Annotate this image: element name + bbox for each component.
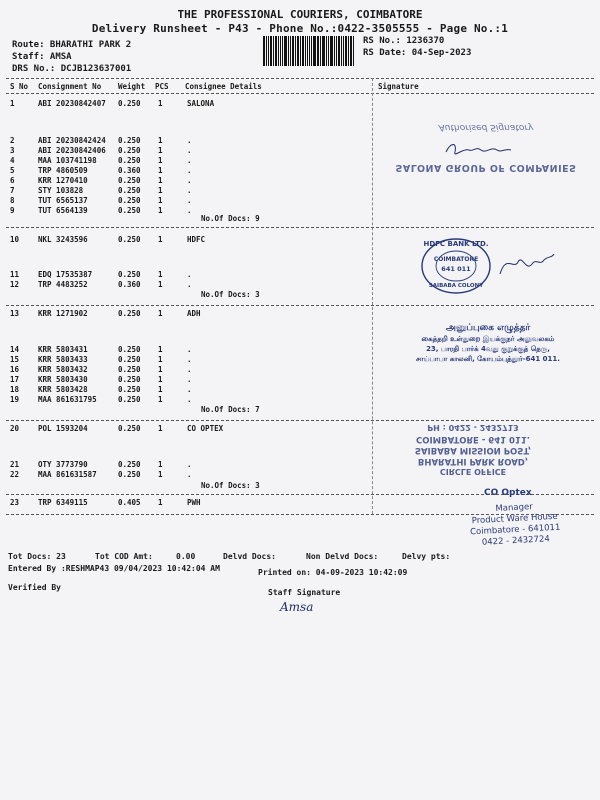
optex-post-text: SAIBABA MISSION POST, (414, 445, 532, 455)
barcode-bar (326, 36, 327, 66)
cell-consignee: . (187, 186, 192, 195)
column-header-consignment: Consignment No (38, 82, 102, 91)
cell-weight: 0.250 (118, 395, 141, 404)
rs-number: RS No.: 1236370 (363, 36, 445, 46)
cell-consignee: . (187, 355, 192, 364)
cell-sno: 23 (10, 498, 20, 507)
group-doc-count: No.Of Docs: 7 (201, 405, 260, 414)
cell-consignee: . (187, 156, 192, 165)
barcode-bar (302, 36, 304, 66)
cell-pcs: 1 (158, 206, 163, 215)
total-docs: Tot Docs: 23 (8, 552, 66, 561)
cell-pcs: 1 (158, 460, 163, 469)
barcode-bar (343, 36, 344, 66)
cell-consignee: . (187, 136, 192, 145)
cell-pcs: 1 (158, 270, 163, 279)
cell-consignee: . (187, 280, 192, 289)
cell-consignment: ABI 20230842407 (38, 99, 106, 108)
cell-pcs: 1 (158, 365, 163, 374)
cell-consignee: PWH (187, 498, 201, 507)
pwh-manager-text: Manager (495, 502, 533, 514)
adh-stamp-line2: கைத்தறி உள்துறை இயக்குநர் அலுவலகம் (421, 335, 555, 343)
cell-sno: 1 (10, 99, 15, 108)
cell-consignee: . (187, 385, 192, 394)
column-header-pcs: PCS (155, 82, 169, 91)
pwh-city-text: Coimbatore - 641011 (469, 522, 561, 538)
staff-label: Staff: AMSA (12, 52, 72, 62)
cell-consignment: KRR 5803430 (38, 375, 88, 384)
cell-consignment: OTY 3773790 (38, 460, 88, 469)
cell-sno: 19 (10, 395, 20, 404)
cell-sno: 6 (10, 176, 15, 185)
cell-consignee: SALONA (187, 99, 215, 108)
barcode-bar (266, 36, 267, 66)
cell-pcs: 1 (158, 196, 163, 205)
cell-consignment: TRP 4483252 (38, 280, 88, 289)
barcode-bar (263, 36, 265, 66)
cell-consignment: KRR 5803433 (38, 355, 88, 364)
cell-sno: 21 (10, 460, 20, 469)
cell-weight: 0.250 (118, 365, 141, 374)
barcode-bar (295, 36, 296, 66)
cell-consignment: TRP 4860509 (38, 166, 88, 175)
salona-signature (443, 138, 513, 160)
barcode-bar (282, 36, 284, 66)
barcode-bar (330, 36, 333, 66)
optex-phone-text: PH : 0422 - 2432713 (427, 423, 519, 432)
cell-consignment: KRR 5803431 (38, 345, 88, 354)
barcode-bar (292, 36, 294, 66)
cell-weight: 0.250 (118, 156, 141, 165)
barcode-bar (353, 36, 354, 66)
header-bottom-rule (6, 93, 594, 94)
cell-weight: 0.250 (118, 136, 141, 145)
cell-consignee: . (187, 146, 192, 155)
non-delivered-docs-label: Non Delvd Docs: (306, 552, 379, 561)
cell-pcs: 1 (158, 235, 163, 244)
barcode (263, 36, 355, 66)
barcode-bar (317, 36, 319, 66)
cell-pcs: 1 (158, 395, 163, 404)
group-doc-count: No.Of Docs: 3 (201, 481, 260, 490)
optex-road-text: BHARATHI PARK ROAD, (417, 456, 529, 466)
total-cod-value: 0.00 (176, 552, 196, 561)
barcode-bar (345, 36, 347, 66)
salona-company-text: SALONA GROUP OF COMPANIES (395, 162, 577, 173)
cell-consignment: MAA 861631587 (38, 470, 97, 479)
cell-pcs: 1 (158, 186, 163, 195)
delivery-points-label: Delvy pts: (402, 552, 451, 561)
barcode-bar (288, 36, 289, 66)
cell-sno: 13 (10, 309, 20, 318)
cell-consignee: . (187, 470, 192, 479)
cell-weight: 0.360 (118, 166, 141, 175)
cell-pcs: 1 (158, 385, 163, 394)
cell-consignee: . (187, 345, 192, 354)
cell-weight: 0.250 (118, 460, 141, 469)
hdfc-stamp (418, 236, 494, 296)
salona-authorised-text: Authorised Signatory (438, 122, 534, 132)
barcode-bar (348, 36, 349, 66)
cell-weight: 0.250 (118, 309, 141, 318)
barcode-bar (280, 36, 281, 66)
cell-weight: 0.250 (118, 385, 141, 394)
cell-pcs: 1 (158, 146, 163, 155)
barcode-bar (322, 36, 323, 66)
barcode-bar (300, 36, 301, 66)
cell-consignment: TUT 6565137 (38, 196, 88, 205)
signature-column-divider (372, 78, 373, 514)
optex-city-text: COIMBATORE - 641 011. (416, 434, 530, 444)
cell-consignee: ADH (187, 309, 201, 318)
barcode-bar (311, 36, 312, 66)
cell-sno: 8 (10, 196, 15, 205)
cell-consignee: . (187, 395, 192, 404)
cell-weight: 0.250 (118, 186, 141, 195)
cell-consignee: . (187, 375, 192, 384)
cell-weight: 0.250 (118, 424, 141, 433)
cell-consignee: HDFC (187, 235, 206, 244)
cell-sno: 7 (10, 186, 15, 195)
cell-consignee: . (187, 196, 192, 205)
cell-pcs: 1 (158, 345, 163, 354)
cell-weight: 0.405 (118, 498, 141, 507)
cell-pcs: 1 (158, 280, 163, 289)
adh-stamp-line3: 23, பாரதி பார்க் 4வது குறுக்குத் தெரு, (426, 345, 550, 353)
barcode-bar (268, 36, 269, 66)
cell-consignee: . (187, 206, 192, 215)
salona-stamp (388, 122, 584, 182)
cell-consignment: TRP 6349115 (38, 498, 88, 507)
cell-consignment: KRR 1270410 (38, 176, 88, 185)
cell-weight: 0.250 (118, 146, 141, 155)
barcode-bar (290, 36, 291, 66)
hdfc-name-text: HDFC BANK LTD. (423, 240, 489, 248)
hdfc-area-text: SAIBABA COLONY (428, 283, 484, 289)
barcode-bar (338, 36, 340, 66)
barcode-bar (275, 36, 277, 66)
optex-name-text: CO Optex (484, 488, 532, 498)
cell-sno: 22 (10, 470, 20, 479)
group-separator (6, 420, 594, 421)
total-cod-label: Tot COD Amt: (95, 552, 153, 561)
cell-weight: 0.360 (118, 280, 141, 289)
cell-weight: 0.250 (118, 235, 141, 244)
cell-pcs: 1 (158, 136, 163, 145)
barcode-bar (307, 36, 308, 66)
entered-by: Entered By :RESHMAP43 09/04/2023 10:42:04 AM (8, 564, 220, 573)
barcode-bar (341, 36, 342, 66)
document-title: THE PROFESSIONAL COURIERS, COIMBATORE (177, 8, 423, 21)
hdfc-city-text: COIMBATORE (433, 256, 479, 263)
cell-sno: 15 (10, 355, 20, 364)
cell-consignment: EDQ 17535387 (38, 270, 93, 279)
verified-by-label: Verified By (8, 583, 61, 592)
cell-pcs: 1 (158, 355, 163, 364)
column-header-weight: Weight (118, 82, 146, 91)
cell-weight: 0.250 (118, 206, 141, 215)
route-label: Route: BHARATHI PARK 2 (12, 40, 132, 50)
barcode-bar (336, 36, 338, 66)
cell-consignment: POL 1593204 (38, 424, 88, 433)
cell-weight: 0.250 (118, 345, 141, 354)
barcode-bar (350, 36, 353, 66)
cell-pcs: 1 (158, 176, 163, 185)
cell-sno: 2 (10, 136, 15, 145)
barcode-bar (328, 36, 329, 66)
column-header-signature: Signature (378, 82, 419, 91)
barcode-bar (284, 36, 287, 66)
cell-weight: 0.250 (118, 196, 141, 205)
barcode-bar (278, 36, 279, 66)
staff-signature: Amsa (280, 600, 314, 614)
hdfc-signature (496, 244, 556, 284)
rs-date: RS Date: 04-Sep-2023 (363, 48, 472, 58)
cell-consignment: MAA 103741198 (38, 156, 97, 165)
cell-pcs: 1 (158, 470, 163, 479)
cell-consignee: . (187, 460, 192, 469)
cell-pcs: 1 (158, 424, 163, 433)
optex-office-text: CIRCLE OFFICE (439, 467, 507, 476)
cell-sno: 10 (10, 235, 20, 244)
barcode-bar (334, 36, 335, 66)
cell-sno: 5 (10, 166, 15, 175)
cell-pcs: 1 (158, 375, 163, 384)
adh-stamp-line4: சாய்பாபா காலனி, கோயம்புத்தூர்-641 011. (416, 355, 560, 363)
cell-consignee: . (187, 270, 192, 279)
delivered-docs-label: Delvd Docs: (223, 552, 276, 561)
column-header-consignee: Consignee Details (185, 82, 262, 91)
pwh-phone-text: 0422 - 2432724 (481, 534, 551, 548)
cell-consignment: MAA 861631795 (38, 395, 97, 404)
group-doc-count: No.Of Docs: 3 (201, 290, 260, 299)
cell-sno: 16 (10, 365, 20, 374)
barcode-bar (270, 36, 273, 66)
cell-consignment: KRR 5803428 (38, 385, 88, 394)
hdfc-pin-text: 641 011 (441, 265, 471, 273)
barcode-bar (297, 36, 300, 66)
cell-consignee: . (187, 365, 192, 374)
cell-weight: 0.250 (118, 99, 141, 108)
barcode-bar (323, 36, 325, 66)
printed-on: Printed on: 04-09-2023 10:42:09 (258, 568, 408, 577)
cell-consignee: . (187, 166, 192, 175)
cell-consignment: NKL 3243596 (38, 235, 88, 244)
cell-pcs: 1 (158, 309, 163, 318)
cell-weight: 0.250 (118, 375, 141, 384)
cell-sno: 18 (10, 385, 20, 394)
adh-stamp-line1: அனுப்புகை எழுத்தர் (445, 323, 531, 333)
cell-weight: 0.250 (118, 270, 141, 279)
cell-consignment: ABI 20230842406 (38, 146, 106, 155)
cell-sno: 20 (10, 424, 20, 433)
cell-consignee: CO OPTEX (187, 424, 224, 433)
cell-pcs: 1 (158, 498, 163, 507)
optex-stamp (378, 422, 568, 492)
document-subtitle: Delivery Runsheet - P43 - Phone No.:0422-3505555 - Page No.:1 (91, 22, 509, 35)
cell-consignee: . (187, 176, 192, 185)
cell-sno: 4 (10, 156, 15, 165)
drs-number: DRS No.: DCJB123637001 (12, 64, 132, 74)
cell-sno: 14 (10, 345, 20, 354)
cell-weight: 0.250 (118, 176, 141, 185)
cell-sno: 11 (10, 270, 20, 279)
staff-signature-label: Staff Signature (268, 588, 341, 597)
group-doc-count: No.Of Docs: 9 (201, 214, 260, 223)
cell-sno: 9 (10, 206, 15, 215)
barcode-bar (273, 36, 274, 66)
cell-pcs: 1 (158, 99, 163, 108)
cell-sno: 3 (10, 146, 15, 155)
barcode-bar (313, 36, 316, 66)
pwh-warehouse-text: Product Ware House (471, 511, 558, 527)
barcode-bar (309, 36, 311, 66)
group-separator (6, 227, 594, 228)
cell-consignment: STY 103828 (38, 186, 84, 195)
cell-pcs: 1 (158, 166, 163, 175)
adh-stamp (388, 322, 588, 374)
cell-consignment: KRR 5803432 (38, 365, 88, 374)
cell-consignment: KRR 1271902 (38, 309, 88, 318)
cell-weight: 0.250 (118, 470, 141, 479)
column-header-sno: S No (10, 82, 29, 91)
cell-sno: 17 (10, 375, 20, 384)
pwh-stamp (449, 500, 581, 551)
cell-weight: 0.250 (118, 355, 141, 364)
group-separator (6, 305, 594, 306)
table-top-rule (6, 78, 594, 79)
cell-pcs: 1 (158, 156, 163, 165)
barcode-bar (320, 36, 321, 66)
barcode-bar (305, 36, 306, 66)
cell-consignment: ABI 20230842424 (38, 136, 106, 145)
cell-sno: 12 (10, 280, 20, 289)
cell-consignment: TUT 6564139 (38, 206, 88, 215)
